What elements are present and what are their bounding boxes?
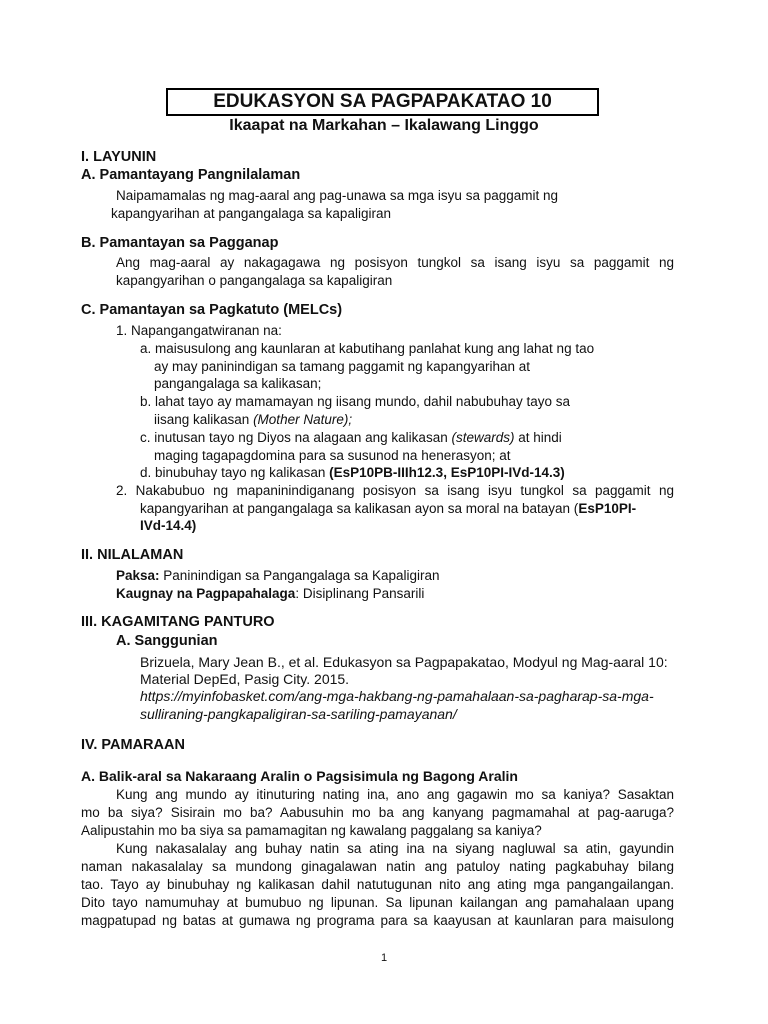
document-subtitle: Ikaapat na Markahan – Ikalawang Linggo (229, 117, 539, 134)
paragraph-line: kapangyarihan at pangangalaga sa kapaligiran (111, 206, 391, 221)
paragraph-line: tao. Tayo ay binubuhay ng kalikasan dahil natutugunan nito ang ating mga pangangailangan. (81, 877, 674, 892)
list-text-italic: (Mother Nature); (253, 412, 353, 427)
section-heading-kagamitang-panturo: III. KAGAMITANG PANTURO (81, 614, 275, 630)
reference-line: Material DepEd, Pasig City. 2015. (140, 671, 350, 687)
list-item: 1. Napangangatwiranan na: (116, 323, 282, 338)
list-item: 2. Nakabubuo ng mapaninindiganang posisyon sa isang isyu tungkol sa paggamit ng (116, 483, 674, 498)
list-item-continued (140, 500, 636, 517)
list-item: b. lahat tayo ay mamamayan ng iisang mundo, dahil nabubuhay tayo sa (140, 394, 571, 409)
list-text: c. inutusan tayo ng Diyos na alagaan ang kalikasan (140, 430, 452, 445)
paragraph-line: Naipamamalas ng mag-aaral ang pag-unawa sa mga isyu sa paggamit ng (116, 188, 558, 203)
list-text: iisang kalikasan (154, 412, 254, 427)
kaugnay-line (116, 585, 424, 602)
section-heading-layunin: I. LAYUNIN (81, 149, 157, 165)
list-item (140, 464, 565, 481)
list-item-continued (154, 411, 352, 428)
page-number: 1 (380, 952, 388, 964)
list-text: kapangyarihan at pangangalaga sa kalikasan ayon sa moral na batayan ( (140, 501, 579, 516)
section-heading-nilalaman: II. NILALAMAN (81, 547, 184, 563)
paksa-label: Paksa: (116, 568, 160, 583)
paragraph-line: Aalipustahin mo ba siya sa pamamagitan ng kawalang paggalang sa kaniya? (81, 823, 542, 838)
list-text: at hindi (514, 430, 562, 445)
list-item-continued: pangangalaga sa kalikasan; (154, 376, 322, 391)
list-text: d. binubuhay tayo ng kalikasan (140, 465, 330, 480)
reference-url: https://myinfobasket.com/ang-mga-hakbang-ng-pamahalaan-sa-pagharap-sa-mga- (140, 688, 654, 704)
paksa-line (116, 567, 440, 584)
subheading-pamantayan-sa-pagkatuto: C. Pamantayan sa Pagkatuto (MELCs) (81, 302, 343, 318)
reference-line: Brizuela, Mary Jean B., et al. Edukasyon sa Pagpapakatao, Modyul ng Mag-aaral 10: (140, 654, 668, 670)
document-title: EDUKASYON SA PAGPAPAKATAO 10 (166, 88, 599, 116)
list-item (140, 429, 562, 446)
subheading-sanggunian: A. Sanggunian (116, 633, 218, 649)
paragraph-line: Kung ang mundo ay itinuturing nating ina, ano ang gagawin mo sa kaniya? Sasaktan (116, 787, 674, 802)
list-item-continued: maging tagapagdomina para sa susunod na henerasyon; at (154, 448, 511, 463)
competency-code: IVd-14.4) (140, 518, 197, 533)
paragraph-line: magpatupad ng batas at gumawa ng programa para sa kaayusan at kaunlaran para maisulong (81, 913, 674, 928)
list-item-continued: ay may paninindigan sa tamang paggamit ng kapangyarihan at (154, 359, 531, 374)
kaugnay-label: Kaugnay na Pagpapahalaga (116, 586, 296, 601)
subheading-pamantayang-pangnilalaman: A. Pamantayang Pangnilalaman (81, 167, 301, 183)
paragraph-line: Dito tayo namumuhay at bumubuo ng lipunan. Sa lipunan kailangan ang pamahalaan upang (81, 895, 674, 910)
subheading-balik-aral: A. Balik-aral sa Nakaraang Aralin o Pagsisimula ng Bagong Aralin (81, 768, 518, 784)
section-heading-pamaraan: IV. PAMARAAN (81, 737, 185, 753)
competency-code: (EsP10PB-IIIh12.3, EsP10PI-IVd-14.3) (329, 465, 565, 480)
paragraph-line: naman nakasalalay sa mundong ginagalawan natin ang patuloy nating pagkabuhay bilang (81, 859, 674, 874)
paragraph-line: kapangyarihan o pangangalaga sa kapaligiran (116, 273, 393, 288)
list-item: a. maisusulong ang kaunlaran at kabutihang panlahat kung ang lahat ng tao (140, 341, 595, 356)
paragraph-line: Kung nakasalalay ang buhay natin sa ating ina na siyang nagluwal sa atin, gayundin (116, 841, 674, 856)
competency-code: EsP10PI- (578, 501, 637, 516)
kaugnay-value: : Disiplinang Pansarili (295, 586, 425, 601)
paragraph-line: Ang mag-aaral ay nakagagawa ng posisyon tungkol sa isang isyu sa paggamit ng (116, 255, 674, 270)
paksa-value: Paninindigan sa Pangangalaga sa Kapaligiran (159, 568, 440, 583)
paragraph-line: mo ba siya? Sisirain mo ba? Aabusuhin mo ba ang kanyang pagmamahal at pag-aaruga? (81, 805, 674, 820)
reference-url: sulliraning-pangkapaligiran-sa-sariling-pamayanan/ (140, 706, 457, 722)
subheading-pamantayan-sa-pagganap: B. Pamantayan sa Pagganap (81, 235, 279, 251)
list-text-italic: (stewards) (451, 430, 515, 445)
